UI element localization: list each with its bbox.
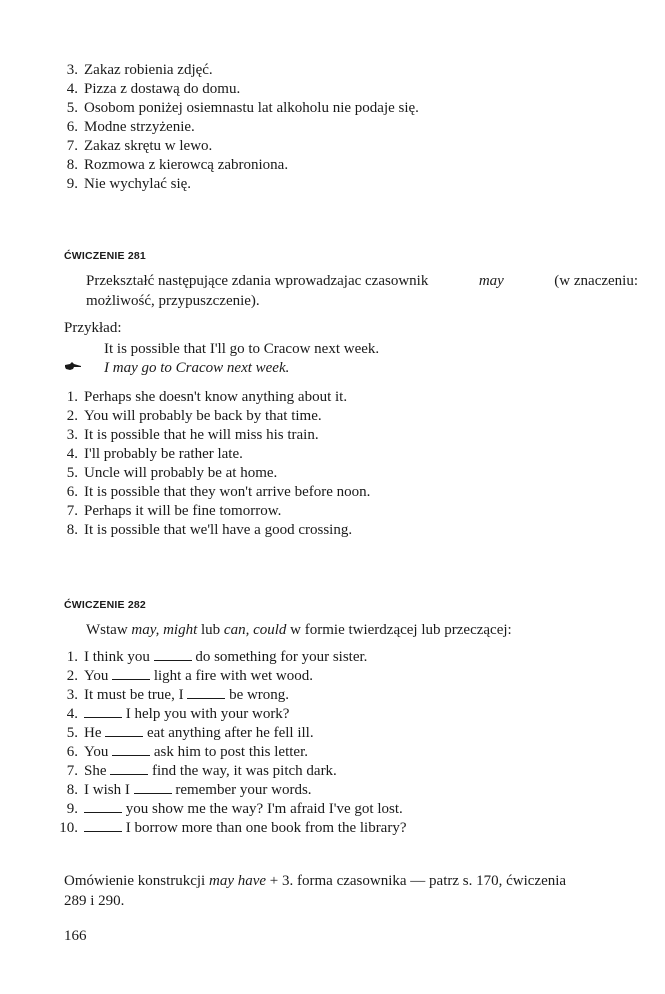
fill-in-blank — [134, 781, 172, 794]
item-text-after: do something for your sister. — [195, 649, 368, 665]
list-item — [64, 118, 419, 137]
item-number: 3. — [66, 62, 78, 78]
item-number: 6. — [66, 744, 78, 760]
item-text: Nie wychylać się. — [84, 176, 192, 192]
item-text: Rozmowa z kierowcą zabroniona. — [84, 157, 289, 173]
example-question: It is possible that I'll go to Cracow next week. — [104, 341, 380, 357]
item-text-after: you show me the way? I'm afraid I've got lost. — [125, 801, 403, 817]
item-text: It is possible that we'll have a good crossing. — [84, 522, 353, 538]
item-number: 10. — [59, 820, 78, 836]
item-text-before: You — [84, 668, 109, 684]
footer-note-line-2: 289 i 290. — [64, 893, 125, 909]
list-item — [64, 388, 370, 407]
item-text: Osobom poniżej osiemnastu lat alkoholu nie podaje się. — [84, 100, 419, 116]
list-item — [56, 724, 407, 743]
list-item — [64, 61, 419, 80]
instruction-part-a: Przekształć następujące zdania wprowadzajac czasownik — [86, 273, 429, 289]
exercise-282-instruction — [86, 620, 512, 640]
list-item — [56, 781, 407, 800]
item-text: I'll probably be rather late. — [84, 446, 243, 462]
item-text: Perhaps it will be fine tomorrow. — [84, 503, 282, 519]
item-text: Zakaz robienia zdjęć. — [84, 62, 213, 78]
list-item — [56, 705, 407, 724]
footer-note-part-b: + 3. forma czasownika — patrz s. 170, ćwiczenia — [269, 873, 567, 889]
list-item — [64, 445, 370, 464]
list-item — [64, 464, 370, 483]
list-item — [64, 502, 370, 521]
item-text-after: be wrong. — [229, 687, 290, 703]
item-number: 4. — [66, 446, 78, 462]
item-text-after: I help you with your work? — [125, 706, 290, 722]
pointing-hand-icon — [64, 360, 82, 377]
item-number: 4. — [66, 81, 78, 97]
exercise-281-heading: ĆWICZENIE 281 — [64, 250, 146, 262]
item-number: 8. — [66, 522, 78, 538]
instruction-may: may — [478, 273, 504, 289]
top-list — [64, 61, 419, 194]
list-item — [64, 521, 370, 540]
instruction-line-2: możliwość, przypuszczenie). — [86, 293, 260, 309]
list-item — [56, 800, 407, 819]
list-item — [64, 426, 370, 445]
exercise-282-heading: ĆWICZENIE 282 — [64, 599, 146, 611]
exercise-281-instruction — [86, 271, 638, 311]
item-number: 7. — [66, 763, 78, 779]
list-item — [56, 686, 407, 705]
footer-note — [64, 871, 640, 911]
item-number: 6. — [66, 119, 78, 135]
item-text: You will probably be back by that time. — [84, 408, 322, 424]
item-text: Modne strzyżenie. — [84, 119, 195, 135]
fill-in-blank — [84, 819, 122, 832]
list-item — [56, 762, 407, 781]
page-number: 166 — [64, 928, 87, 944]
item-number: 4. — [66, 706, 78, 722]
item-text: It is possible that he will miss his train. — [84, 427, 319, 443]
instr-part-3: w formie twierdzącej lub przeczącej: — [290, 622, 512, 638]
instr-part-1: Wstaw — [86, 622, 128, 638]
instr-may-might: may, might — [131, 622, 198, 638]
item-text-after: I borrow more than one book from the library? — [125, 820, 407, 836]
list-item — [64, 407, 370, 426]
footer-note-part-a: Omówienie konstrukcji — [64, 873, 206, 889]
item-text-after: find the way, it was pitch dark. — [152, 763, 337, 779]
item-number: 1. — [66, 649, 78, 665]
fill-in-blank — [84, 800, 122, 813]
item-text-before: He — [84, 725, 102, 741]
item-text-before: It must be true, I — [84, 687, 184, 703]
item-text-before: I wish I — [84, 782, 130, 798]
item-number: 2. — [66, 408, 78, 424]
fill-in-blank — [154, 648, 192, 661]
item-number: 9. — [66, 801, 78, 817]
item-number: 3. — [66, 687, 78, 703]
fill-in-blank — [110, 762, 148, 775]
item-number: 9. — [66, 176, 78, 192]
item-text: It is possible that they won't arrive before noon. — [84, 484, 371, 500]
fill-in-blank — [187, 686, 225, 699]
instruction-part-b: (w znaczeniu: — [554, 273, 638, 289]
item-number: 2. — [66, 668, 78, 684]
item-text: Uncle will probably be at home. — [84, 465, 278, 481]
item-number: 5. — [66, 100, 78, 116]
item-number: 8. — [66, 782, 78, 798]
item-number: 1. — [66, 389, 78, 405]
list-item — [56, 648, 407, 667]
footer-note-may-have: may have — [208, 873, 267, 889]
item-number: 5. — [66, 465, 78, 481]
exercise-281-list — [64, 388, 370, 540]
list-item — [56, 667, 407, 686]
list-item — [56, 819, 407, 838]
item-text-after: remember your words. — [175, 782, 312, 798]
fill-in-blank — [112, 743, 150, 756]
list-item — [64, 80, 419, 99]
list-item — [64, 175, 419, 194]
exercise-282-list — [56, 648, 407, 838]
list-item — [64, 99, 419, 118]
item-number: 3. — [66, 427, 78, 443]
list-item — [64, 137, 419, 156]
fill-in-blank — [105, 724, 143, 737]
item-number: 7. — [66, 503, 78, 519]
item-text: Perhaps she doesn't know anything about it. — [84, 389, 348, 405]
instr-part-2: lub — [201, 622, 221, 638]
instr-can-could: can, could — [223, 622, 287, 638]
fill-in-blank — [84, 705, 122, 718]
item-text-before: I think you — [84, 649, 150, 665]
item-text: Zakaz skrętu w lewo. — [84, 138, 213, 154]
example-label: Przykład: — [64, 320, 122, 336]
item-text-after: light a fire with wet wood. — [153, 668, 313, 684]
item-text-after: ask him to post this letter. — [153, 744, 309, 760]
list-item — [64, 483, 370, 502]
fill-in-blank — [112, 667, 150, 680]
example-answer: I may go to Cracow next week. — [104, 360, 290, 376]
item-text-before: She — [84, 763, 107, 779]
item-text: Pizza z dostawą do domu. — [84, 81, 241, 97]
list-item — [56, 743, 407, 762]
item-number: 5. — [66, 725, 78, 741]
item-number: 8. — [66, 157, 78, 173]
list-item — [64, 156, 419, 175]
item-number: 6. — [66, 484, 78, 500]
item-text-before: You — [84, 744, 109, 760]
item-number: 7. — [66, 138, 78, 154]
item-text-after: eat anything after he fell ill. — [147, 725, 314, 741]
